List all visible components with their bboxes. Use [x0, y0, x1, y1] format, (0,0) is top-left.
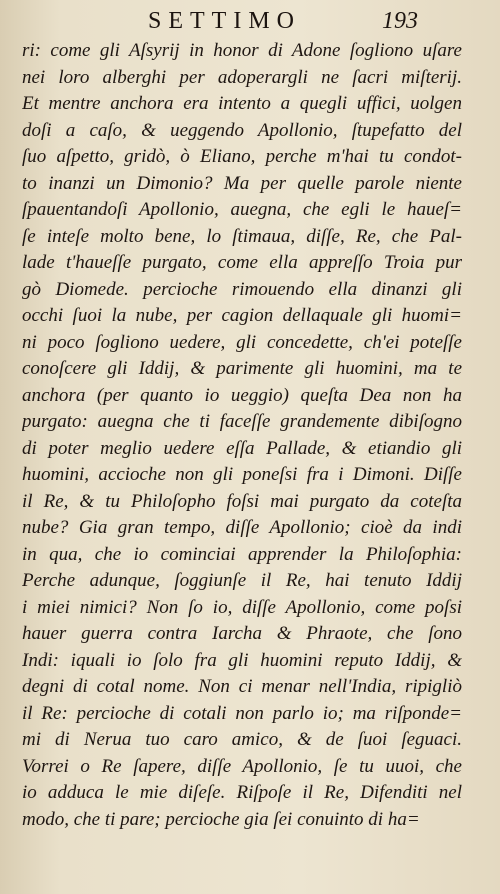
text-line: conoſcere gli Iddij, & parimente gli huomini, ma te [22, 358, 462, 379]
text-line: nei loro alberghi per adoperargli ne ſacri miſterij. [22, 66, 462, 88]
text-line: degni di cotal nome. Non ci menar nell'India, ripigliò [22, 676, 462, 697]
text-line: Vorrei o Re ſapere, diſſe Apollonio, ſe tu uuoi, che [22, 755, 462, 777]
text-line: occhi ſuoi la nube, per cagion dellaquale gli huomi= [22, 305, 462, 326]
running-title: SETTIMO [148, 8, 301, 34]
text-line: ſpauentandoſi Apollonio, auegna, che egli le haueſ= [22, 199, 462, 220]
text-line: anchora (per quanto io ueggio) queſta Dea non ha [22, 384, 462, 406]
text-line: huomini, accioche non gli poneſsi fra i Dimoni. Diſſe [22, 464, 462, 485]
text-line: doſi a caſo, & ueggendo Apollonio, ſtupefatto del [22, 119, 462, 141]
text-line: hauer guerra contra Iarcha & Phraote, che ſono [22, 623, 462, 644]
text-line: di poter meglio uedere eſſa Pallade, & etiandio gli [22, 437, 462, 459]
text-line: ri: come gli Aſsyrij in honor di Adone ſogliono uſare [22, 40, 462, 61]
text-line: Indi: iquali io ſolo fra gli huomini reputo Iddij, & [22, 649, 462, 671]
text-line: mi di Nerua tuo caro amico, & de ſuoi ſeguaci. [22, 729, 462, 750]
text-line: il Re, & tu Philoſopho foſsi mai purgato da coteſta [22, 490, 462, 512]
text-line: in qua, che io cominciai apprender la Philoſophia: [22, 543, 462, 565]
text-line: gò Diomede. percioche rimouendo ella dinanzi gli [22, 278, 462, 300]
text-line: nube? Gia gran tempo, diſſe Apollonio; cioè da indi [22, 517, 462, 538]
page-header [0, 4, 500, 38]
text-line: ſuo aſpetto, gridò, ò Eliano, perche m'hai tu condot- [22, 146, 462, 167]
page-number: 193 [382, 8, 418, 34]
text-line: purgato: auegna che ti faceſſe grandemente dibiſogno [22, 411, 462, 432]
text-line: Et mentre anchora era intento a quegli uffici, uolgen [22, 93, 462, 114]
text-line: i miei nimici? Non ſo io, diſſe Apollonio, come poſsi [22, 596, 462, 618]
body-text [22, 38, 462, 833]
text-line: Perche adunque, ſoggiunſe il Re, hai tenuto Iddij [22, 570, 462, 591]
text-line: io adduca le mie diſeſe. Riſpoſe il Re, Difenditi nel [22, 782, 462, 803]
text-line: modo, che ti pare; percioche gia ſei conuinto di ha= [22, 808, 420, 830]
text-line: ſe inteſe molto bene, lo ſtimaua, diſſe, Re, che Pal- [22, 225, 462, 247]
text-line: il Re: percioche di cotali non parlo io; ma riſponde= [22, 702, 462, 724]
text-line: ni poco ſogliono uedere, gli concedette, ch'ei poteſſe [22, 331, 462, 353]
text-line: to inanzi un Dimonio? Ma per quelle parole niente [22, 172, 462, 194]
text-line: lade t'haueſſe purgato, come ella appreſſo Troia pur [22, 252, 462, 273]
